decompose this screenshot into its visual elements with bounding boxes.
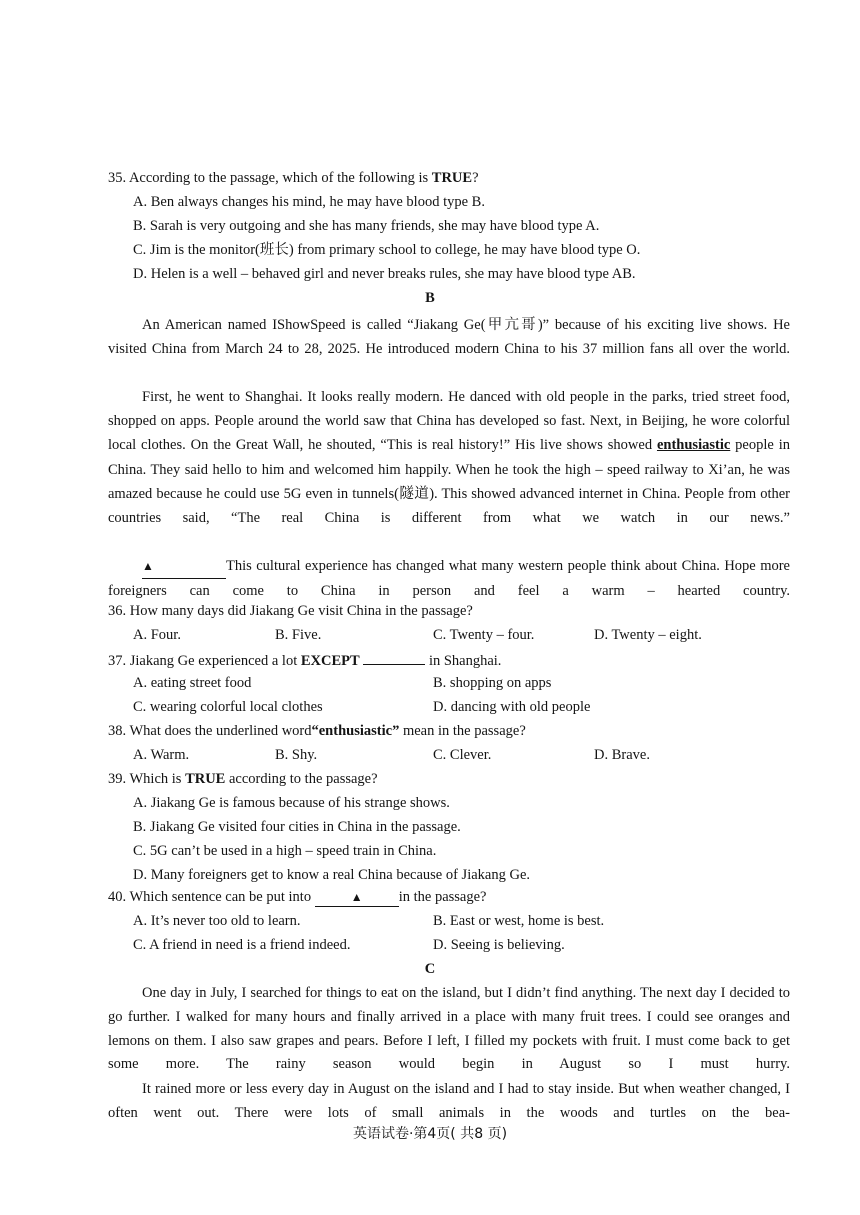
triangle-icon: ▲ <box>350 890 363 904</box>
passage-b-paragraph-3: ▲ This cultural experience has changed what many western people think about China. Hope more foreigners can come to China in person and feel a warm – hearted country. <box>108 554 790 603</box>
q35-option-c: C. Jim is the monitor(班长) from primary school to college, he may have blood type O. <box>133 242 641 258</box>
q39-stem: 39. Which is TRUE according to the passage? <box>108 771 378 787</box>
q40-option-a: A. It’s never too old to learn. <box>133 913 301 929</box>
section-b-heading: B <box>425 290 435 306</box>
q39-option-d: D. Many foreigners get to know a real China because of Jiakang Ge. <box>133 867 531 883</box>
q36-option-c: C. Twenty – four. <box>433 627 535 643</box>
q36-option-b: B. Five. <box>275 627 322 643</box>
passage-c-paragraph-1: One day in July, I searched for things to eat on the island, but I didn’t find anything. The next day I decided to go further. I walked for many hours and finally arrived in a place with many fruit trees. I could see oranges and lemons on them. I also saw grapes and pears. Before I left, I filled my pockets with fruit. I must come back to get some more. The rainy season would begin in August so I must hurry. <box>108 985 790 1073</box>
q39-option-a: A. Jiakang Ge is famous because of his strange shows. <box>133 795 450 811</box>
q38-option-b: B. Shy. <box>275 747 318 763</box>
passage-b-paragraph-2: First, he went to Shanghai. It looks really modern. He danced with old people in the parks, tried street food, shopped on apps. People around the world saw that China has developed so fast. Next, in Beijing, he wore colorful local clothes. On the Great Wall, he shouted, “This is real history!” His live shows showed enthusiastic people in China. They said hello to him and welcomed him happily. When he took the high – speed railway to Xi’an, he was amazed because he could use 5G even in tunnels(隧道). This showed advanced internet in China. People from other countries said, “The real China is different from what we watch in our news.” <box>108 389 790 527</box>
q37-option-c: C. wearing colorful local clothes <box>133 699 323 715</box>
q39-option-c: C. 5G can’t be used in a high – speed train in China. <box>133 843 437 859</box>
q40-option-c: C. A friend in need is a friend indeed. <box>133 937 351 953</box>
q38-option-d: D. Brave. <box>594 747 650 763</box>
q35-option-b: B. Sarah is very outgoing and she has many friends, she may have blood type A. <box>133 218 600 234</box>
q40-option-b: B. East or west, home is best. <box>433 913 605 929</box>
passage-c-paragraph-2: It rained more or less every day in August on the island and I had to stay inside. But when weather changed, I often went out. There were lots of small animals in the woods and turtles on the bea- <box>108 1081 790 1121</box>
q39-option-b: B. Jiakang Ge visited four cities in China in the passage. <box>133 819 461 835</box>
answer-blank <box>363 650 425 665</box>
underlined-word: enthusiastic <box>656 437 731 454</box>
q36-option-d: D. Twenty – eight. <box>594 627 702 643</box>
q38-option-a: A. Warm. <box>133 747 190 763</box>
q37-stem: 37. Jiakang Ge experienced a lot EXCEPT in Shanghai. <box>108 650 501 670</box>
passage-b-paragraph-1: An American named IShowSpeed is called “Jiakang Ge(甲亢哥)” because of his exciting live shows. He visited China from March 24 to 28, 2025. He introduced modern China to his 37 million fans all over the world. <box>108 317 790 357</box>
q35-option-d: D. Helen is a well – behaved girl and never breaks rules, she may have blood type AB. <box>133 266 636 282</box>
q37-option-a: A. eating street food <box>133 675 252 691</box>
q36-stem: 36. How many days did Jiakang Ge visit China in the passage? <box>108 603 473 619</box>
triangle-icon: ▲ <box>142 559 154 573</box>
q37-option-b: B. shopping on apps <box>433 675 552 691</box>
q40-stem: 40. Which sentence can be put into ▲ in the passage? <box>108 889 487 905</box>
q35-option-a: A. Ben always changes his mind, he may have blood type B. <box>133 194 485 210</box>
q38-stem: 38. What does the underlined word“enthusiastic” mean in the passage? <box>108 723 526 739</box>
answer-blank <box>315 888 399 907</box>
q40-option-d: D. Seeing is believing. <box>433 937 565 953</box>
q38-option-c: C. Clever. <box>433 747 492 763</box>
answer-blank <box>142 554 226 579</box>
q35-stem: 35. According to the passage, which of the following is TRUE? <box>108 170 479 186</box>
q36-option-a: A. Four. <box>133 627 181 643</box>
q37-option-d: D. dancing with old people <box>433 699 591 715</box>
section-c-heading: C <box>424 961 436 977</box>
page-footer: 英语试卷·第4页( 共8 页) <box>352 1126 508 1142</box>
